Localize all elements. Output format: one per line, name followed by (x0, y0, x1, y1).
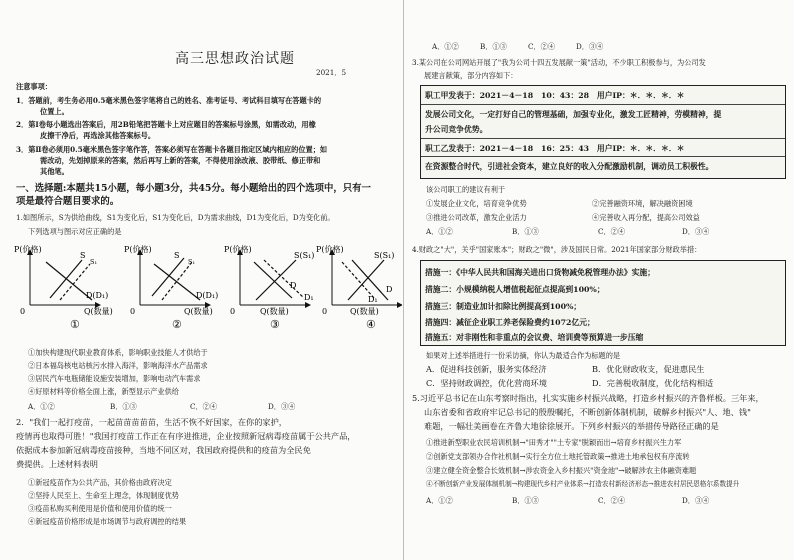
q3-option: ②完善融资环境，解决融资困境 (592, 199, 693, 208)
q4-choice-d[interactable]: D．完善税收制度，优化结构相适 (592, 378, 714, 388)
graph-3-origin: 0 (230, 307, 236, 316)
graph-4-d: D (386, 285, 393, 294)
graph-2-origin: 0 (130, 307, 136, 316)
graph-2-x-label: Q(数量) (184, 307, 213, 316)
graph-2-number: ② (172, 318, 182, 331)
q1-graphs (10, 240, 402, 348)
graph-2-y-label: P(价格) (124, 245, 152, 254)
measure-3: 措施三：制造业加计扣除比例提高到100%； (425, 302, 582, 311)
graph-2-s: S (174, 251, 180, 260)
q5-option: ③建立健全资金整合长效机制→涉农资金入乡村振兴"资金池"→破解涉农主体融资难题 (426, 466, 697, 475)
graph-2-s1: S₁ (188, 258, 196, 266)
notice-line: 2．第Ⅰ卷每小题选出答案后，用2B铅笔把答题卡上对应题目的答案标号涂黑，如需改动，用橡 (16, 120, 316, 129)
q5-choice-c[interactable]: C．②④ (598, 496, 626, 505)
q4-choice-b[interactable]: B．优化财政收支，促进惠民生 (592, 364, 705, 374)
comment-body-a: 发展公司文化，一定打好自己的管理基础，加强专业化，激发工匠精神，劳模精神，提 (425, 110, 722, 119)
graph-1 (14, 244, 113, 331)
graph-1-d: D(D₁) (86, 291, 109, 300)
graph-4-s: S(S₁) (374, 251, 395, 260)
graph-3-number: ③ (270, 318, 280, 331)
graph-3-d1: D₁ (304, 293, 314, 302)
q2-stem: 费提供。上述材料表明 (16, 459, 98, 469)
q5-option: ①推进新型职业农民培训机制→"田秀才""土专家"脱颖而出→培育乡村振兴生力军 (426, 438, 682, 447)
exam-date: 2021．5 (316, 68, 347, 77)
graph-1-x-label: Q(数量) (84, 307, 113, 316)
employee-comments-box (420, 85, 786, 179)
notice-title: 注意事项： (16, 82, 52, 91)
graph-1-origin: 0 (20, 307, 26, 316)
q3-option: ③推进公司改革，激发企业活力 (426, 213, 527, 222)
graph-2-d: D(D₁) (196, 291, 219, 300)
q2-option: ④新冠疫苗价格形成是市场调节与政府调控的结果 (28, 517, 187, 526)
q2-stem: 疫情再也取得可胜！"我国打疫苗工作正在有序进推进，企业按照新冠病毒疫苗属于公共产品， (16, 431, 356, 441)
graph-1-y-label: P(价格) (14, 245, 42, 254)
notice-line: 位置上。 (40, 107, 69, 116)
q3-option: ①发展企业文化，培育竞争优势 (426, 199, 527, 208)
q1-stem: 1.如图所示，S为供给曲线，S1为变化后，S1为变化后，D为需求曲线，D1为变化后，D为变化前。 (16, 213, 335, 222)
q5-option: ④不断创新产业发展体制机制→构建现代乡村产业体系→打造农村新经济形态→推进农村居民恩格尔系数提升 (426, 480, 740, 488)
measure-2: 措施二：小规模纳税人增值税起征点提高到100%； (425, 285, 605, 294)
notice-line: 其他笔。 (40, 167, 69, 176)
q3-question: 该公司职工的建议有利于 (426, 185, 506, 194)
q5-choice-b[interactable]: B．①③ (512, 496, 539, 505)
measure-4: 措施四：减征企业职工养老保险费约1072亿元； (425, 318, 595, 327)
q4-question: 如果对上述举措进行一份采访摘，你认为最适合作为标题的是 (426, 351, 621, 360)
graph-3 (224, 244, 314, 331)
q1-stem-cont: 下列选项与图示对应正确的是 (28, 227, 122, 236)
q2-choice-d[interactable]: D．③④ (576, 42, 604, 51)
q5-choice-d[interactable]: D．③④ (682, 496, 710, 505)
q1-option: ③居民汽车电瓶储能设施安装增加，影响电动汽车需求 (28, 374, 201, 383)
q3-choice-c[interactable]: C．②④ (598, 227, 626, 236)
page-title: 高三思想政治试题 (175, 51, 295, 67)
q3-choice-a[interactable]: A．①② (426, 227, 453, 236)
fiscal-measures-box (420, 260, 786, 346)
q1-choice-c[interactable]: C．②④ (190, 402, 218, 411)
section-title-cont: 项是最符合题目要求的。 (16, 196, 120, 207)
graph-4-number: ④ (366, 318, 376, 331)
q3-stem: 展建言献策，部分内容如下： (424, 71, 518, 80)
notice-line: 皮擦干净后，再选涂其他答案标号。 (40, 131, 156, 140)
notice-line: 3．第Ⅱ卷必须用0.5毫米黑色签字笔作答，答案必须写在答题卡各题目指定区域内相应的位置；如 (16, 145, 328, 154)
comment-body-b: 在资源整合时代，引进社会资本，建立良好的收入分配激励机制，调动员工积极性。 (425, 162, 714, 171)
comment-header-a: 职工甲发表于：2021－4－18 10：43：28 用户IP：＊．＊．＊．＊ (425, 91, 685, 100)
q1-choice-b[interactable]: B．①③ (110, 402, 137, 411)
q2-option: ③疫苗私购买利使用是价值和使用价值的统一 (28, 504, 172, 513)
graph-2 (124, 244, 218, 331)
comment-body-a-cont: 升公司竞争优势。 (425, 125, 488, 134)
graph-1-s: S (80, 251, 86, 260)
graph-4 (316, 244, 402, 331)
graph-1-s1: S₁ (90, 258, 98, 266)
q5-stem: 难题，一幅壮美画卷在齐鲁大地徐徐展开。下列乡村振兴的举措传导路径正确的是 (424, 421, 719, 431)
notice-line: 1．答题前，考生务必用0.5毫米黑色签字笔将自己的姓名、准考证号、考试科目填写在答题卡的 (16, 96, 322, 105)
q4-choice-a[interactable]: A．促进科技创新，服务实体经济 (426, 364, 547, 374)
q2-choice-a[interactable]: A．①② (432, 42, 459, 51)
graph-4-d1: D₁ (368, 295, 378, 304)
q1-option: ①加快构建现代职业教育体系，影响职业技能人才供给于 (28, 348, 208, 357)
q5-stem: 山东省委和省政府牢记总书记的殷殷嘱托，不断创新体制机制，破解乡村振兴"人、地、钱" (424, 407, 751, 417)
notice-line: 需改动，先划掉原来的答案，然后再写上新的答案，不得使用涂改液、胶带纸、修正带和 (40, 156, 321, 165)
graph-3-d: D (290, 281, 297, 290)
q3-stem: 3.某公司在公司网站开展了"我为公司十四五发展献一策"活动，不少职工积极参与，为公司发 (412, 58, 706, 67)
q2-choice-c[interactable]: C．②④ (528, 42, 556, 51)
q5-choice-a[interactable]: A．①② (426, 496, 453, 505)
graph-1-number: ① (70, 318, 80, 331)
q1-choice-a[interactable]: A．①② (28, 402, 55, 411)
q1-option: ②日本福岛核电站核污水排入海洋，影响海洋水产品需求 (28, 361, 208, 370)
q4-choice-c[interactable]: C．坚持财政调控，优化营商环境 (426, 378, 547, 388)
q1-choice-d[interactable]: D．③④ (268, 402, 296, 411)
q3-choice-d[interactable]: D．③④ (682, 227, 710, 236)
q5-option: ②创新党支部领办合作社机制→实行全方位土地托管政策→推进土地承包权有序流转 (426, 452, 690, 461)
q2-stem: 2．"我们一起打疫苗，一起苗苗苗苗苗，生活不恢不好国家，在你的家护， (16, 417, 287, 427)
q2-option: ①新冠疫苗作为公共产品，其价格由政府决定 (28, 478, 172, 487)
q4-stem: 4.财政之"大"，关乎"国家账本"；财政之"微"，涉及国民日常。2021年国家部分财政举措： (412, 245, 702, 254)
graph-4-x-label: Q(数量) (350, 307, 379, 316)
section-title: 一、选择题:本题共15小题，每小题3分，共45分。每小题给出的四个选项中，只有一 (16, 183, 371, 194)
q3-option: ④完善收入再分配，提高公司效益 (592, 213, 700, 222)
measure-5: 措施五：对非刚性和非重点的会议费、培训费等预算进一步压缩 (425, 333, 644, 342)
graph-3-y-label: P(价格) (224, 245, 252, 254)
measure-1: 措施一：《中华人民共和国海关进出口货物减免税管理办法》实施； (425, 268, 656, 277)
graph-4-y-label: P(价格) (316, 245, 344, 254)
graph-4-origin: 0 (322, 307, 328, 316)
q5-stem: 5.习近平总书记在山东考察时指出，扎实实施乡村振兴战略，打造乡村振兴的齐鲁样板。三年来， (412, 393, 764, 403)
comment-header-b: 职工乙发表于：2021－4－18 16：25：43 用户IP：＊．＊．＊．＊ (425, 144, 685, 153)
graph-3-s: S(S₁) (294, 251, 315, 260)
q1-option: ④好原材料等价格全面上涨，新型显示产业供给 (28, 387, 179, 396)
graph-3-x-label: Q(数量) (260, 307, 289, 316)
q2-option: ②坚持人民至上、生命至上理念，体现制度优势 (28, 491, 179, 500)
column-divider (403, 0, 404, 560)
q2-choice-b[interactable]: B．①③ (480, 42, 507, 51)
q3-choice-b[interactable]: B．①③ (512, 227, 539, 236)
q2-stem: 依据成本参加新冠病毒疫苗接种，当地不同区对，我国政府提供和的疫苗为全民免 (16, 445, 311, 455)
